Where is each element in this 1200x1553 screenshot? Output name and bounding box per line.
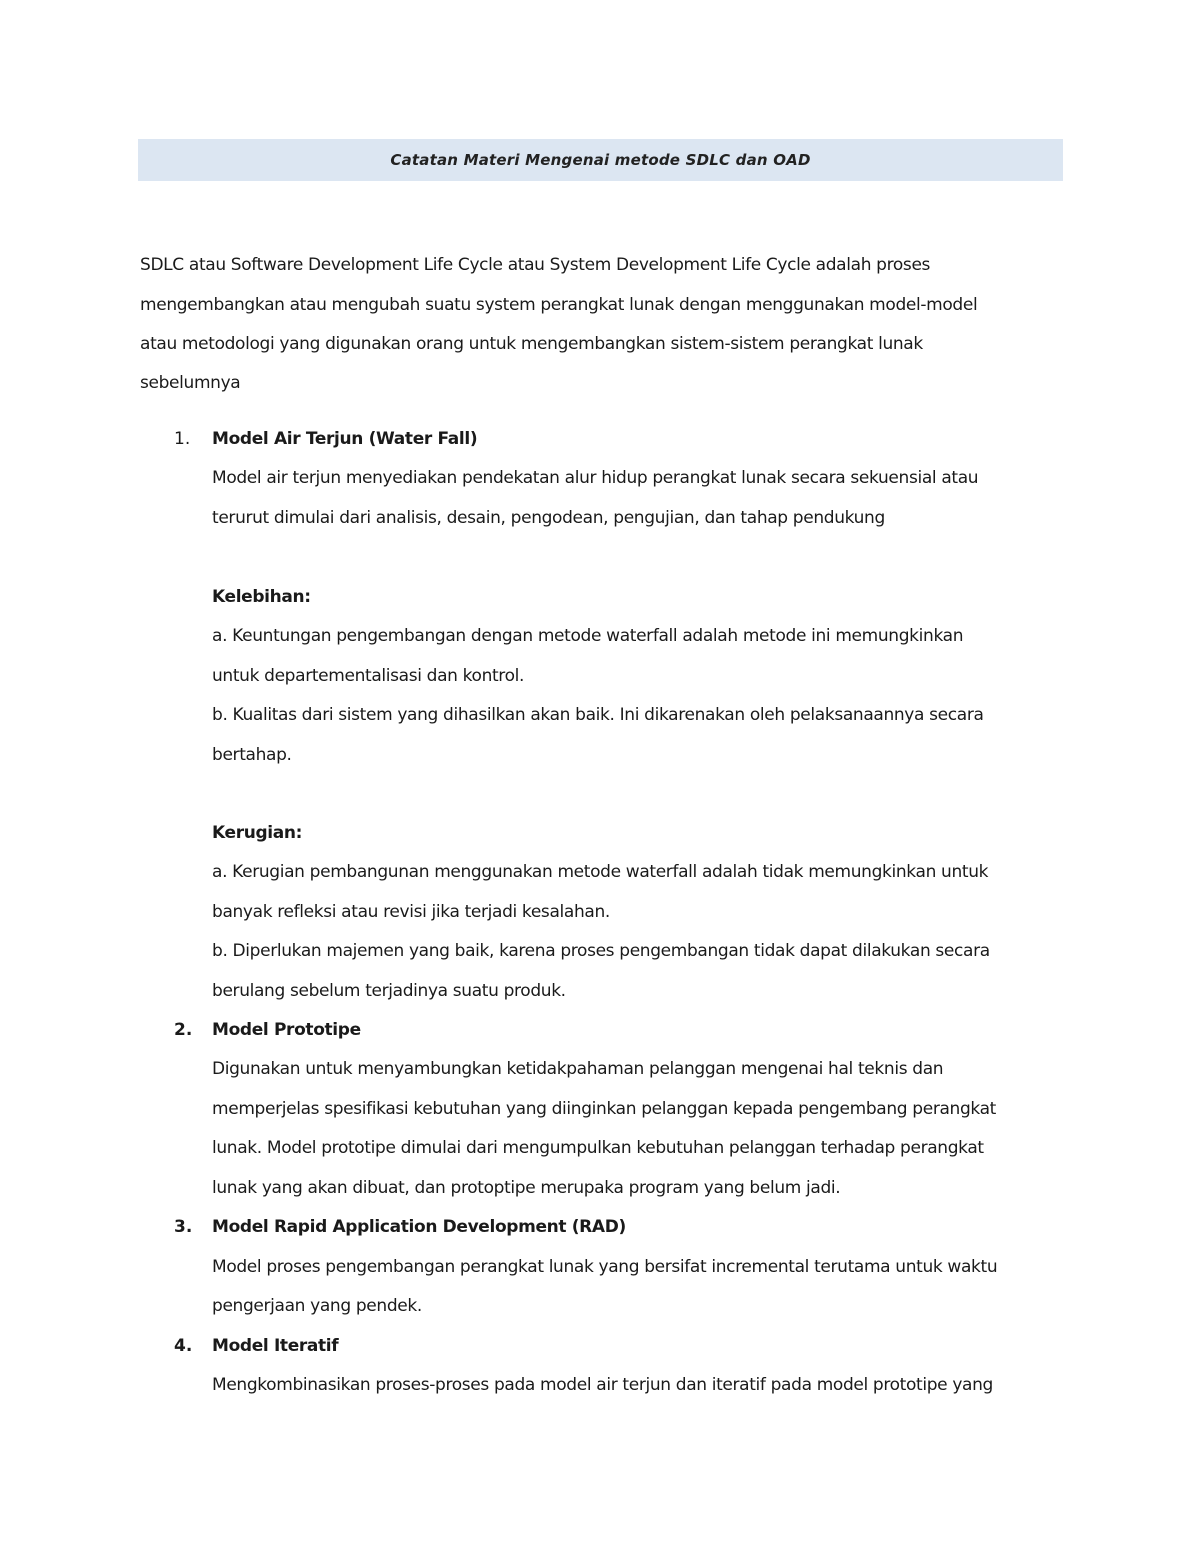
list-number: 4. (174, 1336, 193, 1356)
list-heading: Model Iteratif (212, 1336, 339, 1356)
list-desc-line: Model proses pengembangan perangkat lunak yang bersifat incremental terutama untuk waktu (212, 1257, 998, 1277)
kelebihan-line: b. Kualitas dari sistem yang dihasilkan akan baik. Ini dikarenakan oleh pelaksanaannya secara (212, 705, 984, 725)
kelebihan-line: a. Keuntungan pengembangan dengan metode waterfall adalah metode ini memungkinkan (212, 626, 964, 646)
list-desc-line: Mengkombinasikan proses-proses pada model air terjun dan iteratif pada model prototipe yang (212, 1375, 993, 1395)
intro-line: mengembangkan atau mengubah suatu system perangkat lunak dengan menggunakan model-model (140, 295, 978, 315)
list-heading: Model Rapid Application Development (RAD) (212, 1217, 626, 1237)
intro-line: SDLC atau Software Development Life Cycle atau System Development Life Cycle adalah proses (140, 255, 931, 275)
list-number: 1. (174, 429, 191, 449)
title-banner (138, 139, 1063, 181)
kerugian-line: a. Kerugian pembangunan menggunakan metode waterfall adalah tidak memungkinkan untuk (212, 862, 989, 882)
kerugian-line: b. Diperlukan majemen yang baik, karena proses pengembangan tidak dapat dilakukan secara (212, 941, 990, 961)
list-number: 2. (174, 1020, 193, 1040)
list-desc-line: memperjelas spesifikasi kebutuhan yang diinginkan pelanggan kepada pengembang perangkat (212, 1099, 996, 1119)
list-desc-line: Digunakan untuk menyambungkan ketidakpahaman pelanggan mengenai hal teknis dan (212, 1059, 944, 1079)
intro-line: sebelumnya (140, 373, 241, 393)
list-desc-line: lunak yang akan dibuat, dan protoptipe merupaka program yang belum jadi. (212, 1178, 841, 1198)
list-number: 3. (174, 1217, 193, 1237)
kelebihan-line: untuk departementalisasi dan kontrol. (212, 666, 525, 686)
kerugian-line: banyak refleksi atau revisi jika terjadi kesalahan. (212, 902, 610, 922)
list-desc-line: Model air terjun menyediakan pendekatan alur hidup perangkat lunak secara sekuensial atau (212, 468, 979, 488)
kerugian-label: Kerugian: (212, 823, 303, 843)
list-heading: Model Air Terjun (Water Fall) (212, 429, 478, 449)
document-title: Catatan Materi Mengenai metode SDLC dan OAD (390, 151, 811, 169)
list-desc-line: lunak. Model prototipe dimulai dari mengumpulkan kebutuhan pelanggan terhadap perangkat (212, 1138, 984, 1158)
list-desc-line: pengerjaan yang pendek. (212, 1296, 422, 1316)
kerugian-line: berulang sebelum terjadinya suatu produk. (212, 981, 566, 1001)
list-desc-line: terurut dimulai dari analisis, desain, pengodean, pengujian, dan tahap pendukung (212, 508, 885, 528)
kelebihan-label: Kelebihan: (212, 587, 311, 607)
intro-line: atau metodologi yang digunakan orang untuk mengembangkan sistem-sistem perangkat lunak (140, 334, 923, 354)
list-heading: Model Prototipe (212, 1020, 361, 1040)
kelebihan-line: bertahap. (212, 745, 292, 765)
